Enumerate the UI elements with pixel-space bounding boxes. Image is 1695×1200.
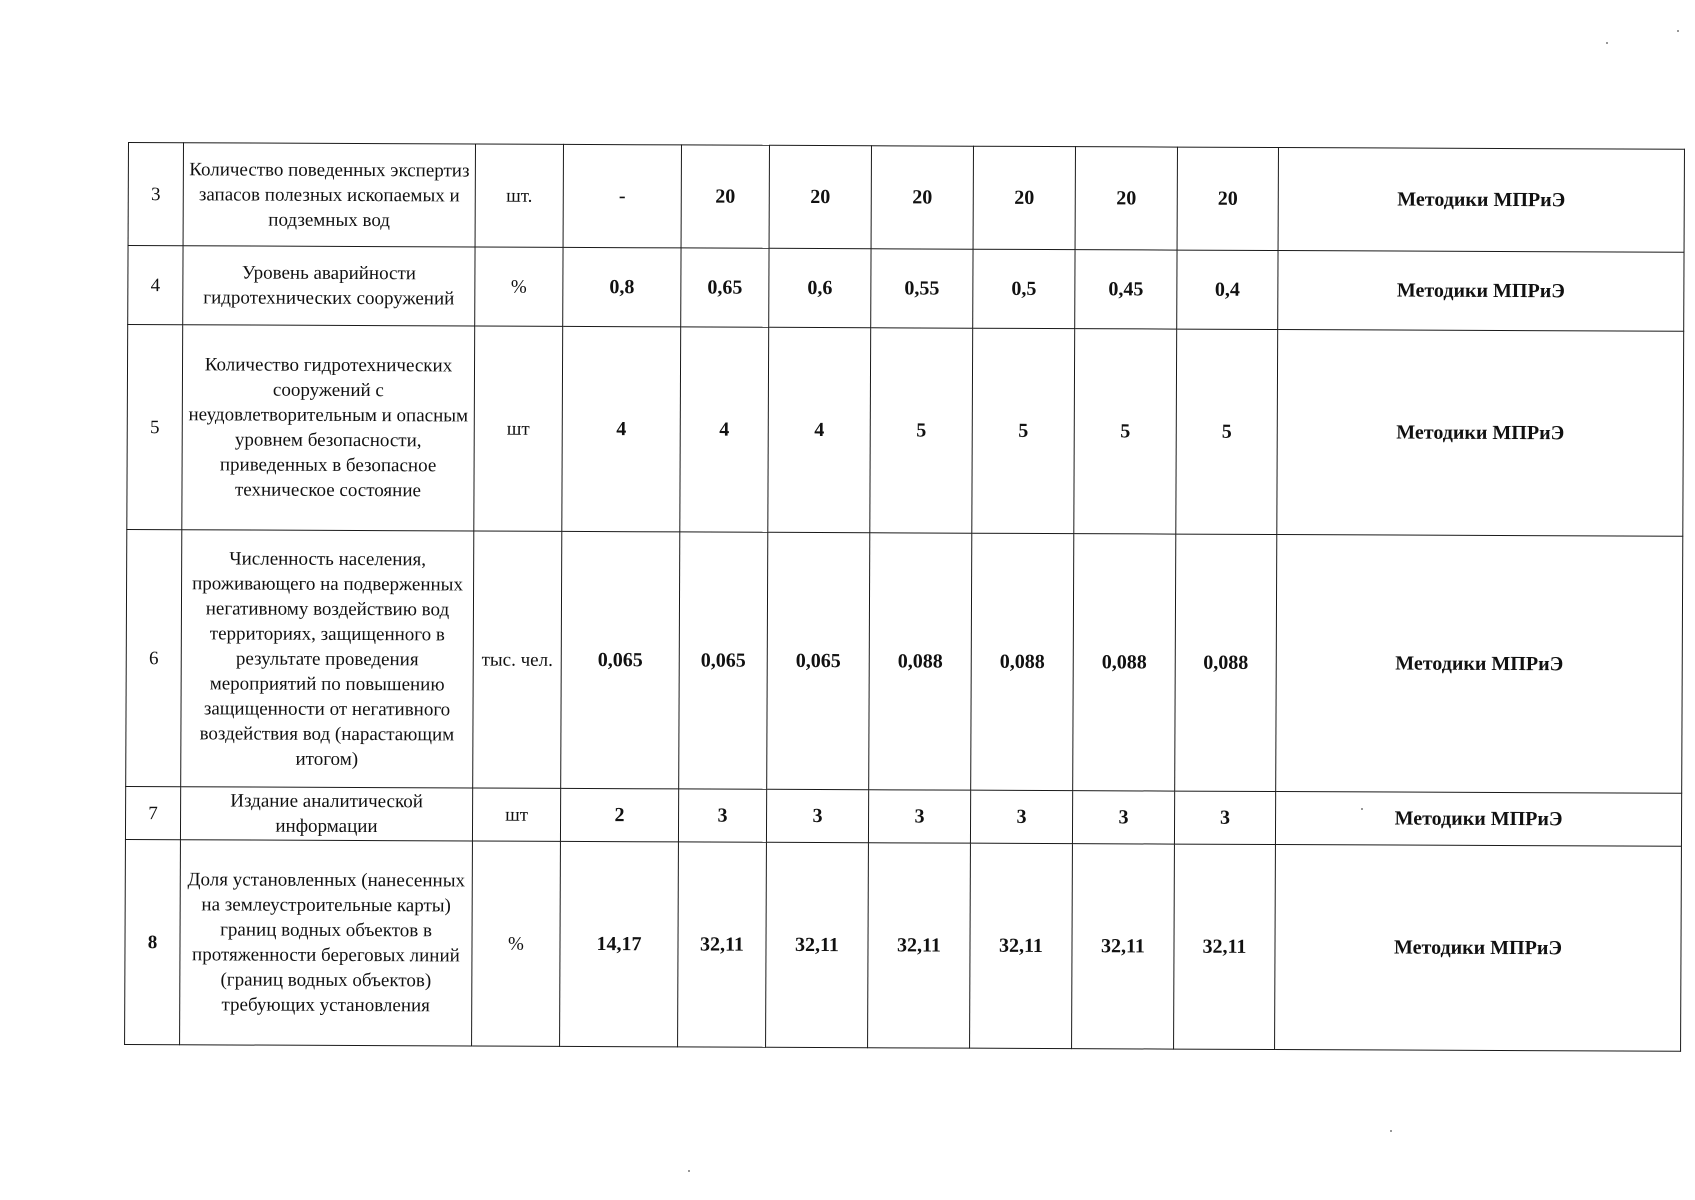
- value-cell: 20: [871, 146, 973, 249]
- value-cell: 0,65: [681, 248, 769, 327]
- value-cell: 3: [1174, 791, 1275, 844]
- source-cell: Методики МПРиЭ: [1278, 251, 1684, 332]
- value-cell: 3: [678, 789, 766, 842]
- indicator-name: Доля установленных (нанесенных на землеустроительные карты) границ водных объектов в протяженности береговых линий (границ водных объектов) требующих установления: [180, 840, 473, 1046]
- indicator-name: Издание аналитической информации: [180, 787, 472, 841]
- value-cell: 32,11: [766, 842, 869, 1047]
- table-row: [125, 839, 1682, 1051]
- value-cell: 0,8: [563, 247, 681, 327]
- table-row: [126, 529, 1683, 793]
- unit-cell: тыс. чел.: [473, 531, 562, 788]
- source-cell: Методики МПРиЭ: [1275, 845, 1682, 1052]
- row-number: 7: [125, 786, 180, 839]
- row-number: 3: [128, 143, 183, 246]
- table-row: [127, 325, 1684, 537]
- value-cell: 0,065: [561, 531, 680, 789]
- unit-cell: %: [472, 841, 561, 1046]
- value-cell: 5: [1074, 329, 1177, 534]
- row-number: 4: [128, 246, 183, 325]
- value-cell: 5: [972, 328, 1075, 533]
- indicator-name: Численность населения, проживающего на подверженных негативному воздействию вод территориях, защищенного в результате проведения мероприятий по повышению защищенности от негативного воздействия вод (нарастающим итогом): [181, 530, 474, 788]
- unit-cell: шт.: [475, 144, 563, 247]
- value-cell: 20: [681, 145, 769, 248]
- value-cell: 14,17: [560, 841, 679, 1047]
- unit-cell: шт: [474, 326, 563, 531]
- table-row: [128, 246, 1684, 332]
- value-cell: 20: [973, 146, 1075, 249]
- value-cell: 5: [870, 328, 973, 533]
- value-cell: 3: [1072, 791, 1174, 844]
- value-cell: 4: [768, 327, 871, 532]
- value-cell: 0,065: [679, 532, 768, 789]
- indicator-name: Уровень аварийности гидротехнических сооружений: [183, 246, 475, 326]
- value-cell: 3: [970, 790, 1072, 843]
- table-row: [125, 786, 1681, 846]
- table-row: [128, 143, 1684, 253]
- value-cell: 0,45: [1075, 250, 1177, 329]
- value-cell: 0,6: [769, 248, 871, 327]
- source-cell: Методики МПРиЭ: [1275, 792, 1681, 847]
- scan-speck: [1361, 808, 1363, 810]
- row-number: 5: [127, 325, 183, 530]
- value-cell: 4: [562, 326, 681, 532]
- scan-speck: [1677, 30, 1679, 32]
- value-cell: 3: [766, 789, 868, 842]
- scan-speck: [688, 1170, 690, 1172]
- row-number: 8: [125, 839, 181, 1044]
- indicator-name: Количество поведенных экспертиз запасов полезных ископаемых и подземных вод: [183, 143, 475, 247]
- value-cell: 4: [680, 327, 769, 532]
- value-cell: 20: [1177, 147, 1278, 250]
- value-cell: 32,11: [970, 843, 1073, 1048]
- value-cell: -: [563, 144, 681, 248]
- value-cell: 20: [1075, 147, 1177, 250]
- value-cell: 32,11: [678, 842, 767, 1047]
- value-cell: 2: [560, 788, 678, 842]
- value-cell: 32,11: [868, 843, 971, 1048]
- indicators-table: [124, 142, 1685, 1052]
- value-cell: 32,11: [1174, 844, 1276, 1049]
- value-cell: 0,088: [1073, 534, 1176, 791]
- value-cell: 0,5: [973, 249, 1075, 328]
- value-cell: 0,088: [1175, 534, 1277, 791]
- value-cell: 0,065: [767, 532, 870, 789]
- value-cell: 0,088: [971, 533, 1074, 790]
- value-cell: 0,4: [1177, 250, 1278, 329]
- source-cell: Методики МПРиЭ: [1278, 148, 1684, 253]
- value-cell: 3: [868, 790, 970, 843]
- value-cell: 0,55: [871, 249, 973, 328]
- row-number: 6: [126, 529, 182, 786]
- value-cell: 5: [1176, 329, 1278, 534]
- value-cell: 32,11: [1072, 844, 1175, 1049]
- source-cell: Методики МПРиЭ: [1277, 330, 1684, 537]
- value-cell: 0,088: [869, 533, 972, 790]
- indicator-name: Количество гидротехнических сооружений с неудовлетворительным и опасным уровнем безопасности, приведенных в безопасное техническое состояние: [182, 325, 475, 531]
- scan-speck: [1390, 1130, 1392, 1132]
- unit-cell: %: [475, 247, 563, 326]
- source-cell: Методики МПРиЭ: [1276, 535, 1683, 794]
- scan-speck: [1606, 42, 1608, 44]
- value-cell: 20: [769, 145, 871, 248]
- unit-cell: шт: [472, 788, 560, 841]
